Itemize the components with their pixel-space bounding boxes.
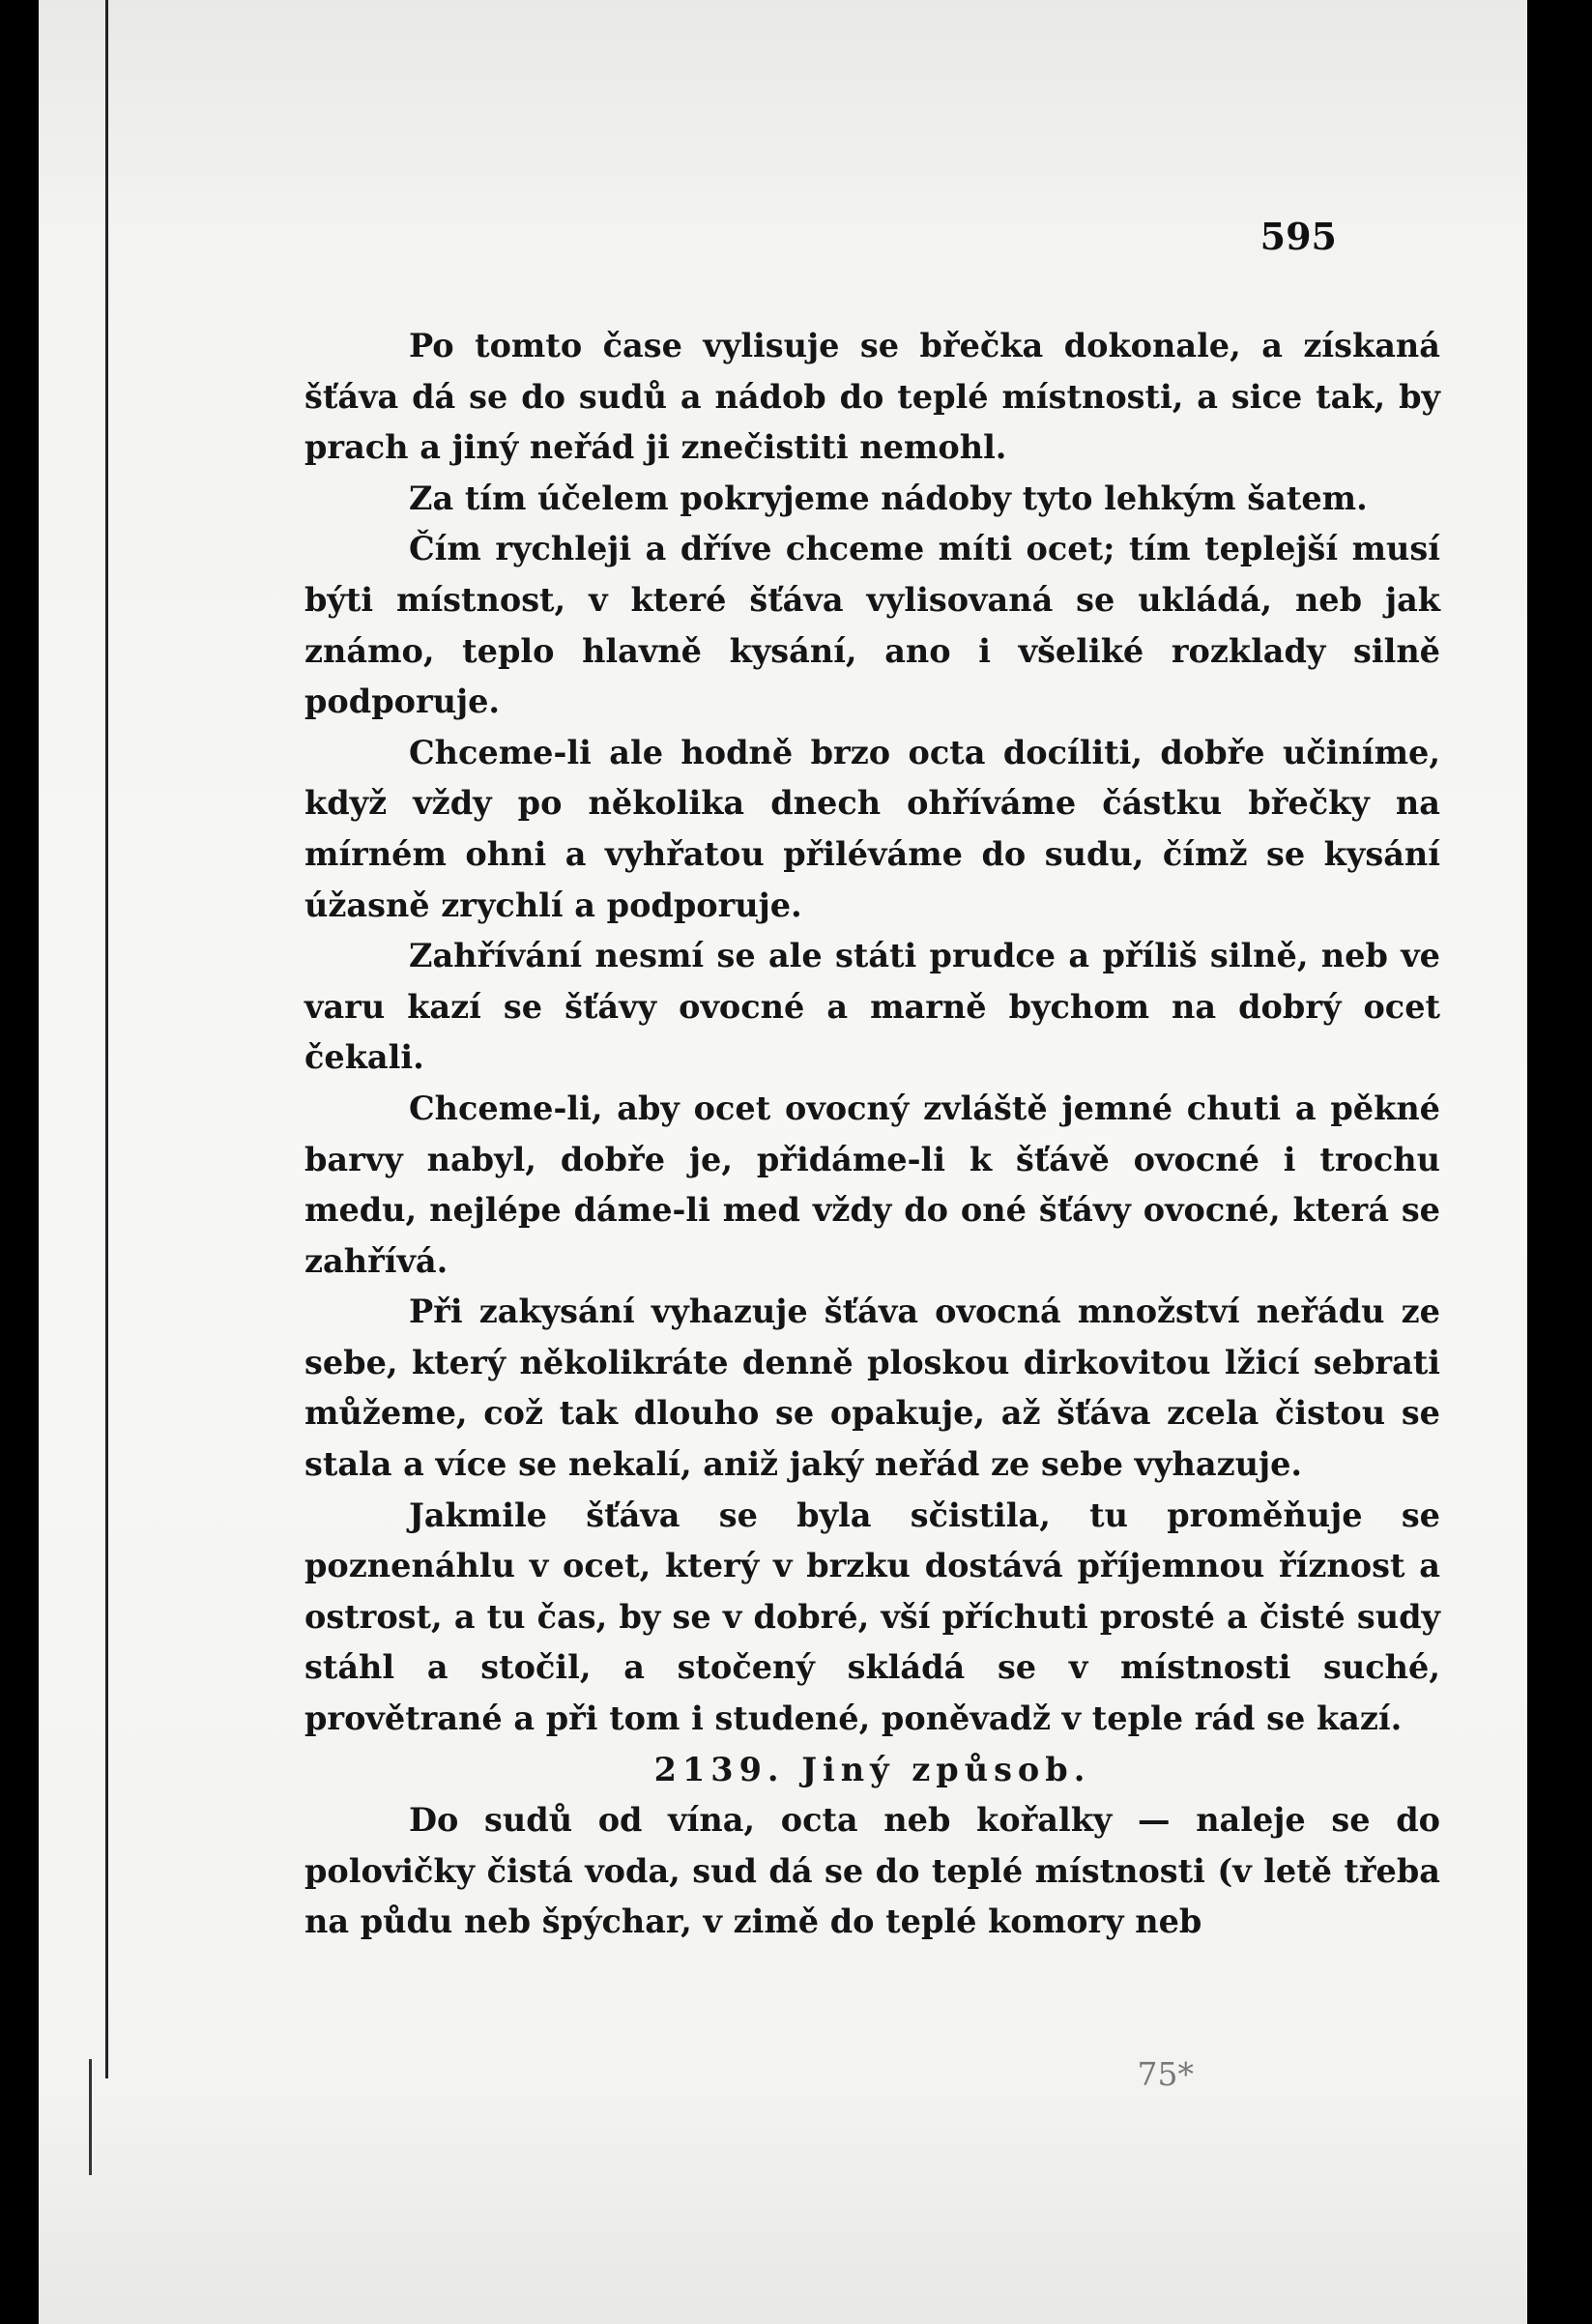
- paragraph: Chceme-li, aby ocet ovocný zvláště jemné chuti a pěkné barvy nabyl, dobře je, přidáme-li k šťávě ovocné i trochu medu, nejlépe dáme-li med vždy do oné šťávy ovocné, která se zahřívá.: [304, 1089, 1440, 1280]
- paragraph: Zahřívání nesmí se ale státi prudce a příliš silně, neb ve varu kazí se šťávy ovocné a marně bychom na dobrý ocet čekali.: [304, 937, 1440, 1077]
- paragraph: Jakmile šťáva se byla sčistila, tu proměňuje se poznenáhlu v ocet, který v brzku dostává příjemnou říznost a ostrost, a tu čas, by se v dobré, vší příchuti prosté a čisté sudy stáhl a stočil, a stočený skládá se v místnosti suché, provětrané a při tom i studené, poněvadž v teple rád se kazí.: [304, 1496, 1440, 1738]
- paragraph: Za tím účelem pokryjeme nádoby tyto lehkým šatem.: [409, 479, 1368, 517]
- page-text: [304, 321, 1440, 1948]
- signature-mark: 75*: [1137, 2055, 1194, 2093]
- paragraph: Po tomto čase vylisuje se břečka dokonale, a získaná šťáva dá se do sudů a nádob do teplé místnosti, a sice tak, by prach a jiný neřád ji znečistiti nemohl.: [304, 327, 1440, 467]
- page-edge-line: [105, 0, 108, 2078]
- page-edge-line-lower: [89, 2059, 92, 2175]
- paragraph: Do sudů od vína, octa neb kořalky — naleje se do polovičky čistá voda, sud dá se do teplé místnosti (v letě třeba na půdu neb špýchar, v zimě do teplé komory neb: [304, 1801, 1440, 1941]
- paragraph: Chceme-li ale hodně brzo octa docíliti, dobře učiníme, když vždy po několika dnech ohříváme částku břečky na mírném ohni a vyhřatou přiléváme do sudu, čímž se kysání úžasně zrychlí a podporuje.: [304, 733, 1440, 924]
- paragraph: Čím rychleji a dříve chceme míti ocet; tím teplejší musí býti místnost, v které šťáva vylisovaná se ukládá, neb jak známo, teplo hlavně kysání, ano i všeliké rozklady silně podporuje.: [304, 530, 1440, 721]
- page-number: 595: [1259, 215, 1337, 258]
- section-heading: 2139. Jiný způsob.: [653, 1750, 1091, 1788]
- book-page: [39, 0, 1527, 2324]
- paragraph: Při zakysání vyhazuje šťáva ovocná množství neřádu ze sebe, který několikráte denně ploskou dirkovitou lžicí sebrati můžeme, což tak dlouho se opakuje, až šťáva zcela čistou se stala a více se nekalí, aniž jaký neřád ze sebe vyhazuje.: [304, 1293, 1440, 1484]
